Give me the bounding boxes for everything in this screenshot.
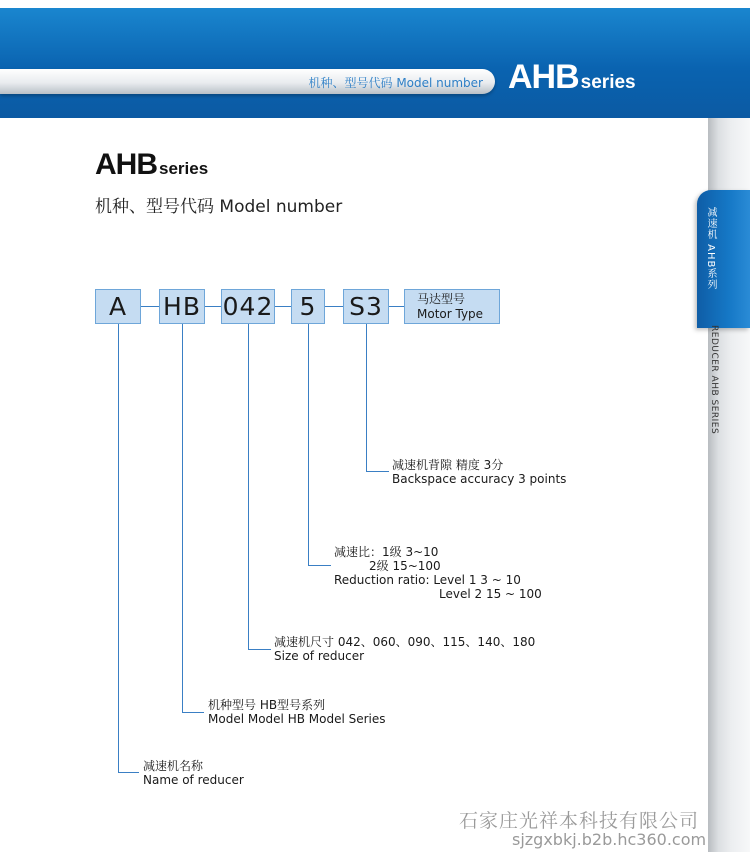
- leader-line-backlash-h: [366, 471, 389, 472]
- code-connector: [275, 306, 291, 307]
- banner-brand: [508, 58, 636, 97]
- code-segment-ratio: 5: [291, 289, 325, 324]
- desc-backspace-cn: 减速机背隙 精度 3分: [392, 458, 504, 472]
- banner-title-bar: [0, 69, 495, 94]
- code-segment-backlash: S3: [343, 289, 389, 324]
- code-connector: [205, 306, 221, 307]
- desc-model-cn: 机种型号 HB型号系列: [208, 698, 326, 712]
- motor-type-cn: 马达型号: [417, 292, 466, 306]
- desc-ratio: [334, 545, 542, 601]
- leader-line-name-h: [118, 772, 139, 773]
- desc-backspace-en: Backspace accuracy 3 points: [392, 472, 567, 486]
- desc-name-en: Name of reducer: [143, 773, 244, 787]
- desc-ratio-cn-1: 减速比：1级 3~10: [334, 545, 439, 559]
- code-segment-a: A: [95, 289, 141, 324]
- code-segment-size: 042: [221, 289, 275, 324]
- leader-line-model: [182, 324, 183, 713]
- desc-backspace: [392, 458, 566, 486]
- leader-line-size-h: [248, 649, 271, 650]
- desc-model-en: Model Model HB Model Series: [208, 712, 386, 726]
- desc-ratio-en-2: Level 2 15 ~ 100: [439, 587, 542, 601]
- desc-name: [143, 759, 244, 787]
- desc-size-cn: 减速机尺寸 042、060、090、115、140、180: [274, 635, 536, 649]
- code-segment-hb: HB: [159, 289, 205, 324]
- watermark-company: 石家庄光祥本科技有限公司: [459, 810, 700, 832]
- leader-line-name: [118, 324, 119, 773]
- page-title-main: AHB: [95, 148, 157, 181]
- desc-ratio-cn-2: 2级 15~100: [369, 559, 441, 573]
- code-connector: [389, 306, 404, 307]
- leader-line-model-h: [182, 712, 204, 713]
- leader-line-ratio-h: [308, 565, 331, 566]
- motor-type-box: [404, 289, 500, 324]
- desc-name-cn: 减速机名称: [143, 759, 204, 773]
- page-title-suffix: series: [159, 159, 209, 178]
- banner-brand-suffix: series: [580, 72, 636, 93]
- desc-model: [208, 698, 386, 726]
- banner-brand-main: AHB: [508, 58, 579, 96]
- code-connector: [325, 306, 343, 307]
- page-title: [95, 148, 208, 182]
- side-series-label: REDUCER AHB SERIES: [709, 325, 719, 435]
- desc-size: [274, 635, 535, 663]
- top-banner: [0, 8, 750, 118]
- motor-type-en: Motor Type: [417, 307, 484, 321]
- code-connector: [141, 306, 159, 307]
- leader-line-ratio: [308, 324, 309, 566]
- watermark-url: sjzgxbkj.b2b.hc360.com: [512, 830, 707, 849]
- banner-subtitle: 机种、型号代码 Model number: [308, 76, 483, 90]
- desc-size-en: Size of reducer: [274, 649, 365, 663]
- desc-ratio-en-1: Reduction ratio: Level 1 3 ~ 10: [334, 573, 521, 587]
- page-subtitle: 机种、型号代码 Model number: [95, 197, 343, 217]
- side-tab-label: 减速机 AHB系列: [705, 207, 716, 291]
- leader-line-backlash: [366, 324, 367, 472]
- leader-line-size: [248, 324, 249, 650]
